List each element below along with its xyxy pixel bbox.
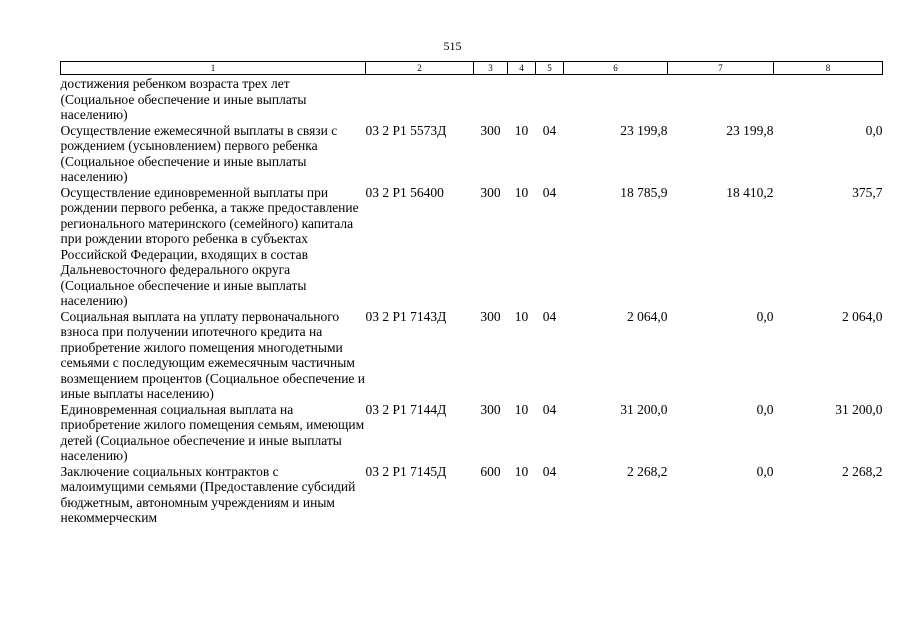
row-code: 03 2 P1 56400 [365,184,444,200]
row-sum-1: 31 200,0 [620,401,668,417]
row-sum-1 [564,75,668,123]
table-row [61,402,883,464]
row-sum-1: 23 199,8 [620,122,668,138]
header-cell-8: 8 [774,62,883,75]
header-row [61,62,883,75]
row-pr: 04 [542,463,557,479]
header-cell-7: 7 [668,62,774,75]
row-sum-1: 18 785,9 [620,184,668,200]
row-sum-3: 2 268,2 [842,463,883,479]
page-number: 515 [443,39,462,53]
row-vr: 300 [480,308,501,324]
row-name: Осуществление ежемесячной выплаты в связи с рождением (усыновлением) первого ребенка (Социальное обеспечение и иные выплаты населению) [60,122,338,184]
row-code: 03 2 P1 7143Д [365,308,447,324]
row-code: 03 2 P1 7145Д [365,463,447,479]
row-vr: 600 [480,463,501,479]
header-cell-5: 5 [536,62,564,75]
row-code: 03 2 P1 7144Д [365,401,447,417]
row-pr: 04 [542,122,557,138]
row-sum-3: 31 200,0 [835,401,883,417]
row-code: 03 2 P1 5573Д [365,122,447,138]
table-row [61,309,883,402]
row-sum-3: 2 064,0 [842,308,883,324]
row-pr: 04 [542,308,557,324]
row-code [366,75,474,123]
header-cell-3: 3 [474,62,508,75]
row-rz [508,75,536,123]
row-pr [536,75,564,123]
row-name: Социальная выплата на уплату первоначального взноса при получении ипотечного кредита на приобретение жилого помещения многодетными семьями с последующим ежемесячным частичным возмещением процентов (Социальное обеспечение и иные выплаты населению) [60,308,366,401]
row-sum-2 [668,75,774,123]
header-cell-6: 6 [564,62,668,75]
table-row [61,75,883,123]
row-sum-3: 0,0 [865,122,883,138]
table-row [61,123,883,185]
row-vr [474,75,508,123]
row-sum-1: 2 064,0 [627,308,668,324]
row-name: достижения ребенком возраста трех лет (Социальное обеспечение и иные выплаты населению) [60,76,307,122]
row-sum-1: 2 268,2 [627,463,668,479]
row-name: Осуществление единовременной выплаты при рождении первого ребенка, а также предоставление регионального материнского (семейного) капитала при рождении второго ребенка в субъектах Российской Федерации, входящих в состав Дальневосточного федерального округа (Социальное обеспечение и иные выплаты населению) [60,184,359,308]
row-sum-2: 23 199,8 [726,122,774,138]
row-rz: 10 [514,401,529,417]
row-sum-2: 0,0 [756,308,774,324]
row-rz: 10 [514,184,529,200]
row-rz: 10 [514,122,529,138]
row-sum-2: 0,0 [756,401,774,417]
row-vr: 300 [480,122,501,138]
row-rz: 10 [514,308,529,324]
header-cell-2: 2 [366,62,474,75]
row-name: Единовременная социальная выплата на приобретение жилого помещения семьям, имеющим детей (Социальное обеспечение и иные выплаты населению) [60,401,365,463]
row-sum-3: 375,7 [852,184,883,200]
budget-table [60,61,883,526]
row-sum-2: 0,0 [756,463,774,479]
row-rz: 10 [514,463,529,479]
row-sum-3 [774,75,883,123]
header-cell-1: 1 [61,62,366,75]
table-row [61,185,883,309]
row-vr: 300 [480,401,501,417]
header-cell-4: 4 [508,62,536,75]
table-row [61,464,883,526]
row-pr: 04 [542,184,557,200]
row-pr: 04 [542,401,557,417]
row-vr: 300 [480,184,501,200]
row-name: Заключение социальных контрактов с малоимущими семьями (Предоставление субсидий бюджетным, автономным учреждениям и иным некоммерческим [60,463,356,525]
row-sum-2: 18 410,2 [726,184,774,200]
